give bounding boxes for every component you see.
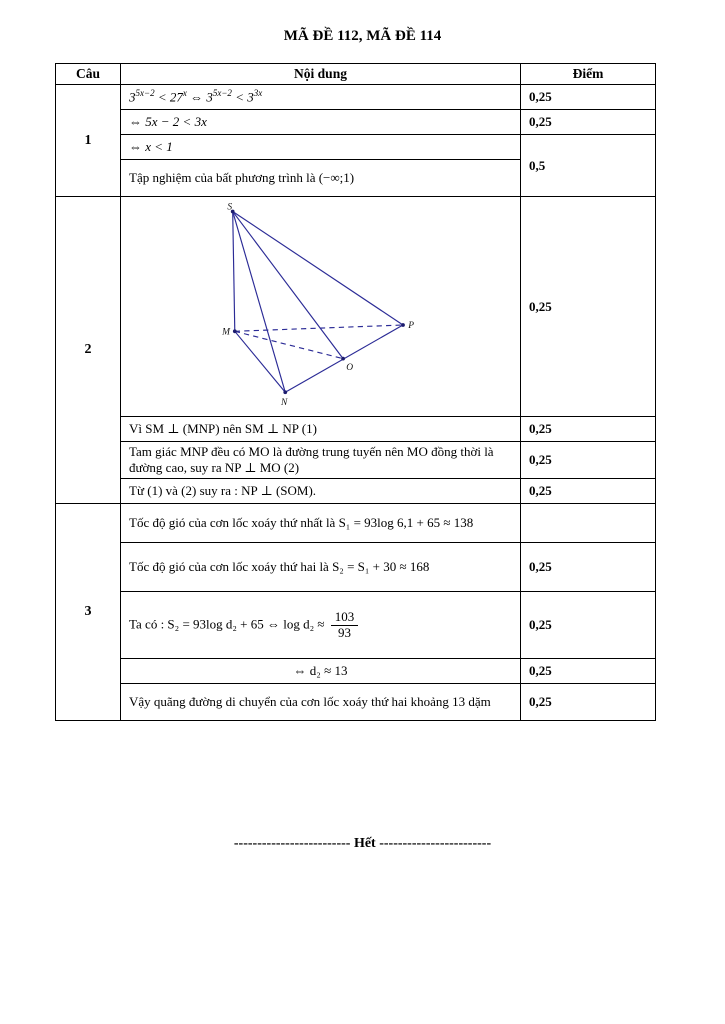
q3-row3-content (121, 592, 521, 659)
q1-row-3 (56, 135, 656, 160)
answer-table (55, 63, 656, 721)
q1-row4-score: 0,5 (521, 135, 656, 197)
col-header-noidung: Nội dung (121, 64, 521, 85)
q2-row3-content: Tam giác MNP đều có MO là đường trung tuyến nên MO đồng thời là đường cao, suy ra NP ⊥ MO (2) (121, 442, 521, 479)
q1-row2-score: 0,25 (521, 110, 656, 135)
vertex-label-M: M (221, 327, 230, 338)
q1-row-1 (56, 85, 656, 110)
q2-row2-content: Vì SM ⊥ (MNP) nên SM ⊥ NP (1) (121, 417, 521, 442)
formula-part: 3 (129, 89, 136, 105)
vertex-label-P: P (407, 321, 414, 332)
q2-row-3 (56, 442, 656, 479)
q1-row1-content (121, 85, 521, 110)
q2-row4-score: 0,25 (521, 479, 656, 504)
vertex-label-N: N (280, 397, 287, 407)
q3-row-3 (56, 592, 656, 659)
vertex-O (341, 357, 345, 361)
doc-title: MÃ ĐỀ 112, MÃ ĐỀ 114 (283, 28, 442, 44)
vertex-P (401, 323, 405, 327)
table-header-row (56, 64, 656, 85)
q2-figure-cell (121, 197, 521, 417)
q2-row3-score: 0,25 (521, 442, 656, 479)
edge-SO (232, 211, 342, 358)
q3-row2-content: Tốc độ gió của cơn lốc xoáy thứ hai là S₂ = S₁ + 30 ≈ 168 (121, 543, 521, 592)
pyramid-figure (196, 202, 446, 407)
q1-row-2 (56, 110, 656, 135)
vertex-M (232, 329, 236, 333)
col-header-diem: Điểm (521, 64, 656, 85)
q3-row5-content: Vậy quãng đường di chuyển của cơn lốc xoáy thứ hai khoảng 13 dặm (121, 684, 521, 721)
q2-row-2 (56, 417, 656, 442)
fraction-denominator: 93 (331, 625, 359, 641)
vertex-N (283, 390, 287, 394)
q3-row4-content: ⇔ d₂ ≈ 13 (121, 659, 521, 684)
q2-row4-content: Từ (1) và (2) suy ra : NP ⊥ (SOM). (121, 479, 521, 504)
edge-MO-dashed (234, 331, 342, 358)
fraction (331, 610, 359, 641)
formula-part: < 27 (154, 89, 183, 105)
vertex-label-S: S (226, 202, 232, 213)
formula-sup: 5x−2 (212, 88, 232, 99)
formula-part: < 3 (231, 89, 254, 105)
edge-MN (234, 331, 284, 392)
q1-number: 1 (56, 85, 121, 197)
col-header-cau: Câu (56, 64, 121, 85)
q2-figure-score: 0,25 (521, 197, 656, 417)
q2-number: 2 (56, 197, 121, 504)
q1-row3-content: ⇔ x < 1 (121, 135, 521, 160)
q3-row5-score: 0,25 (521, 684, 656, 721)
q3-row-1 (56, 504, 656, 543)
q3-row-5 (56, 684, 656, 721)
q1-row1-score: 0,25 (521, 85, 656, 110)
edge-SM (232, 211, 234, 331)
q3-row1-score (521, 504, 656, 543)
q1-row4-content: Tập nghiệm của bất phương trình là (−∞;1) (121, 160, 521, 197)
q3-row3-score: 0,25 (521, 592, 656, 659)
formula-sup: 5x−2 (135, 88, 155, 99)
q3-row2-score: 0,25 (521, 543, 656, 592)
fraction-numerator: 103 (334, 608, 355, 624)
q3-row1-content: Tốc độ gió của cơn lốc xoáy thứ nhất là S₁ = 93log 6,1 + 65 ≈ 138 (121, 504, 521, 543)
doc-footer: ------------------------- Hết ------------------------ (233, 836, 492, 851)
q2-row2-score: 0,25 (521, 417, 656, 442)
vertex-label-O: O (345, 363, 353, 374)
formula-sup: 3x (253, 88, 263, 99)
q2-row-4 (56, 479, 656, 504)
q3-row-4 (56, 659, 656, 684)
q3-row4-score: 0,25 (521, 659, 656, 684)
formula-part: ⇔ 3 (186, 89, 213, 105)
q3-row3-prefix: Ta có : S₂ = 93log d₂ + 65 ⇔ log d₂ ≈ (129, 615, 328, 631)
q3-number: 3 (56, 504, 121, 721)
q2-row-1 (56, 197, 656, 417)
formula-sup: x (182, 88, 187, 99)
edge-SP (232, 211, 402, 325)
q1-row2-content: ⇔ 5x − 2 < 3x (121, 110, 521, 135)
q3-row-2 (56, 543, 656, 592)
edge-SN (232, 211, 285, 392)
